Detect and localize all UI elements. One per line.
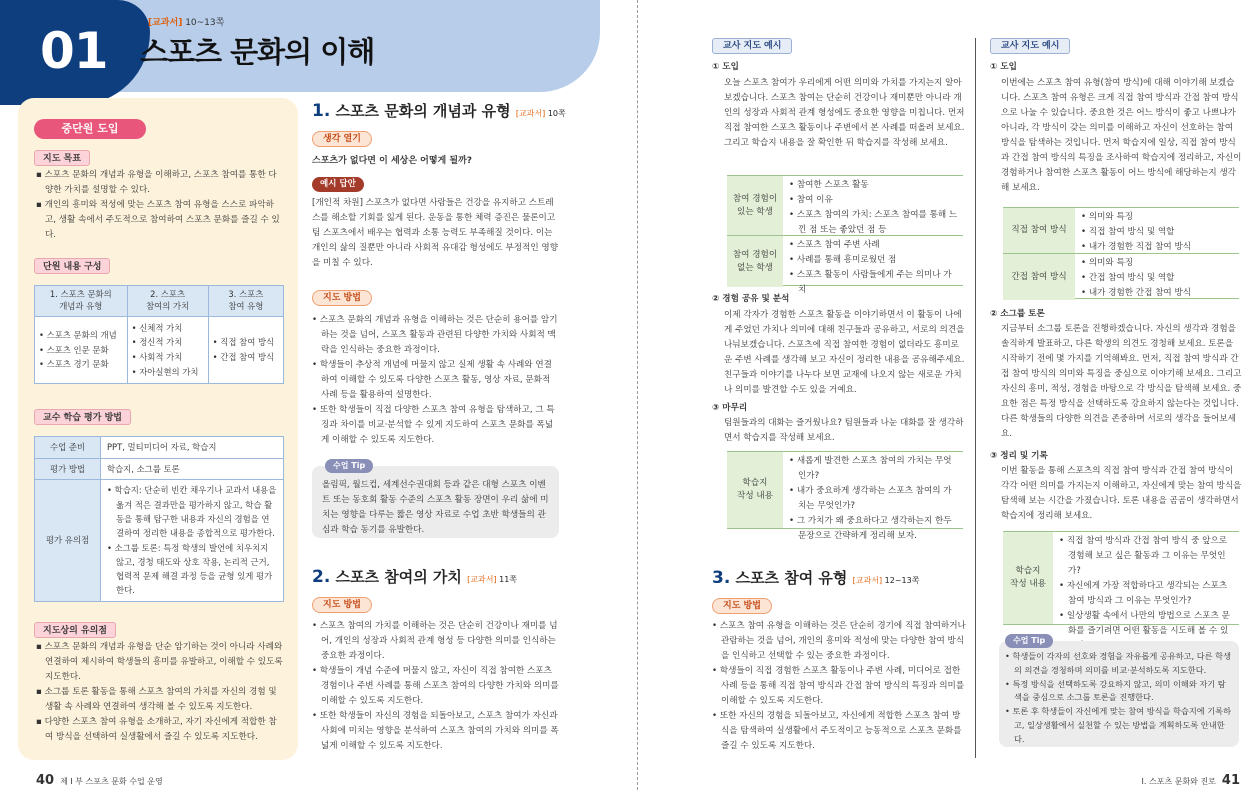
method-grid bbox=[1003, 207, 1239, 299]
tip-pill: 수업 Tip bbox=[1005, 634, 1053, 648]
answer-pill: 예시 답안 bbox=[312, 177, 364, 192]
section-1-heading: 1. 스포츠 문화의 개념과 유형 [교과서] 10쪽 bbox=[312, 101, 566, 121]
list-item: • 스포츠 참여의 가치를 이해하는 것은 단순히 건강이나 재미를 넘어, 개인의 성장과 사회적 관계 형성 등 다양한 의미를 인식하는 중요한 과정이다. bbox=[312, 621, 558, 662]
answer-text: [개인적 차원] 스포츠가 없다면 사람들은 건강을 유지하고 스트레스를 해소할 기회를 잃게 된다. 운동을 통한 체력 증진은 물론이고 팀 스포츠에서 배우는 협력과 소통 능력도 부족해질 것이다. 이는 개인의 삶의 질뿐만 아니라 사회적 유대감 형성에도 부정적인 영향을 미칠 수 있다. bbox=[312, 198, 558, 269]
list-item: ▪ 소그룹 토론 활동을 통해 스포츠 참여의 가치를 자신의 경험 및 생활 속 사례와 연결하여 생각해 볼 수 있도록 지도한다. bbox=[36, 687, 277, 713]
step-text: 지금부터 소그룹 토론을 진행하겠습니다. 자신의 생각과 경험을 솔직하게 발표하고, 다른 학생의 의견도 경청해 보세요. 토론을 시작하기 전에 몇 가지를 기억해봐요. 먼저, 직접 참여 방식과 간접 참여 방식의 의미와 특징을 중심으로 이야기해 보세요. 그리고 자신의 흥미, 적성, 경험을 바탕으로 각 방식을 탐색해 보세요. 중요한 점은 특정 방식을 선택하도록 강요하지 않는다는 것입니다. 다른 학생들의 다양한 의견을 존중하며 서로의 생각을 들어보세요. bbox=[1001, 324, 1242, 440]
step-label: ② 경험 공유 및 분석 bbox=[712, 294, 790, 304]
tip-text: 올림픽, 월드컵, 세계선수권대회 등과 같은 대형 스포츠 이벤트 또는 동호회 활동 수준의 스포츠 활동 장면이 우리 삶에 미치는 영향을 다루는 짧은 영상 자료로 수업 초반 학생들의 관심과 학습 동기를 유발한다. bbox=[322, 480, 549, 536]
unit-header: 2. 스포츠 참여의 가치 bbox=[127, 286, 208, 317]
list-item: • 특정 방식을 선택하도록 강요하지 않고, 의미 이해와 자기 탐색을 중심으로 소그룹 토론을 진행한다. bbox=[1005, 678, 1226, 703]
unit-cell: • 신체적 가치 • 정신적 가치 • 사회적 가치 • 자아실현의 가치 bbox=[127, 316, 208, 384]
eval-key: 수업 준비 bbox=[35, 437, 101, 459]
section-3-heading: 3. 스포츠 참여 유형 [교과서] 12~13쪽 bbox=[712, 568, 920, 588]
grid-row bbox=[1003, 208, 1239, 254]
list-item: ▪ 스포츠 문화의 개념과 유형을 이해하고, 스포츠 참여를 통한 다양한 가치를 설명할 수 있다. bbox=[36, 170, 277, 196]
unit-cell: • 직접 참여 방식 • 간접 참여 방식 bbox=[208, 316, 283, 384]
list-item: • 학생들이 개념 수준에 머물지 않고, 자신이 직접 참여한 스포츠 경험이나 주변 사례를 통해 스포츠 참여의 다양한 가치와 의미를 이해할 수 있도록 지도한다. bbox=[312, 666, 559, 707]
list-item: • 또한 학생들이 직접 다양한 스포츠 참여 유형을 탐색하고, 그 특징과 차이를 비교·분석할 수 있게 지도하여 스포츠 문화를 폭넓게 이해할 수 있도록 지도한다. bbox=[312, 405, 555, 446]
eval-value: 학습지, 소그룹 토론 bbox=[101, 458, 284, 480]
page-fold bbox=[637, 0, 638, 790]
step-label: ③ 마무리 bbox=[712, 403, 748, 413]
eval-key: 평가 방법 bbox=[35, 458, 101, 480]
grid-label: 간접 참여 방식 bbox=[1003, 254, 1075, 300]
list-item: ▪ 스포츠 문화의 개념과 유형을 단순 암기하는 것이 아니라 사례와 연결하여 제시하여 학생들의 흥미를 유발하고, 이해할 수 있도록 지도한다. bbox=[36, 642, 283, 683]
step-label: ② 소그룹 토론 bbox=[990, 309, 1045, 319]
method-pill: 지도 방법 bbox=[712, 598, 772, 614]
grid-row bbox=[727, 176, 963, 236]
goals-label: 지도 목표 bbox=[34, 150, 90, 166]
unit-table bbox=[34, 285, 284, 384]
list-item: • 학생들이 추상적 개념에 머물지 않고 실제 생활 속 사례와 연결하여 이해할 수 있도록 다양한 스포츠 활동, 영상 자료, 문화적 사례 등을 활용하여 설명한다. bbox=[312, 360, 552, 401]
grid-row bbox=[727, 236, 963, 296]
list-item: • 스포츠 참여 유형을 이해하는 것은 단순히 경기에 직접 참여하거나 관람하는 것을 넘어, 개인의 흥미와 적성에 맞는 다양한 참여 방식을 인식하고 선택할 수 있는 중요한 과정이다. bbox=[712, 621, 966, 662]
eval-table bbox=[34, 436, 284, 602]
unit-cell: • 스포츠 문화의 개념 • 스포츠 인문 문화 • 스포츠 경기 문화 bbox=[35, 316, 128, 384]
grid-content: • 스포츠 참여 주변 사례 • 사례를 통해 흥미로웠던 점 • 스포츠 활동이 사람들에게 주는 의미나 가치 bbox=[789, 240, 952, 296]
cautions-list bbox=[36, 640, 284, 745]
footer-left: 40 제 Ⅰ 부 스포츠 문화 수업 운영 bbox=[36, 773, 163, 788]
list-item: ▪ 다양한 스포츠 참여 유형을 소개하고, 자기 자신에게 적합한 참여 방식을 선택하여 실생활에서 즐길 수 있도록 지도한다. bbox=[36, 717, 277, 743]
step-text: 이번 활동을 통해 스포츠의 직접 참여 방식과 간접 참여 방식이 각각 어떤 의미를 가지는지 이해하고, 자신에게 맞는 참여 방식을 탐색해 보는 시간을 가졌습니다. 토론 내용을 곰곰이 생각하면서 학습지에 정리해 보세요. bbox=[1001, 466, 1242, 522]
grid-label: 참여 경험이 없는 학생 bbox=[727, 236, 783, 287]
list-item: • 학생들이 각자의 선호와 경험을 자유롭게 공유하고, 다른 학생의 의견을 경청하며 의미를 비교·분석하도록 지도한다. bbox=[1005, 651, 1231, 675]
list-item: • 토론 후 학생들이 자신에게 맞는 참여 방식을 학습지에 기록하고, 일상생활에서 실천할 수 있는 방법을 계획하도록 안내한다. bbox=[1005, 706, 1231, 744]
grid-label: 학습지 작성 내용 bbox=[727, 452, 783, 528]
unit-header: 1. 스포츠 문화의 개념과 유형 bbox=[35, 286, 128, 317]
student-grid bbox=[727, 175, 963, 296]
step-text: 이번에는 스포츠 참여 유형(참여 방식)에 대해 이야기해 보겠습니다. 스포츠 참여 유형은 크게 직접 참여 방식과 간접 참여 방식으로 나눌 수 있습니다. 중요한 것은 어느 방식이 좋고 나쁘냐가 아니라, 각 방식이 갖는 의미를 이해하고 자신이 선호하는 참여 방식을 탐색하는 것입니다. 먼저 학습지에 일상, 직접 참여 방식과 간접 참여 방식의 특징을 조사하여 학습지에 정리하고, 자신이 경험하거나 참여한 스포츠 활동이 어느 방식에 해당하는지 생각해 보세요. bbox=[1001, 78, 1242, 194]
method-list bbox=[312, 619, 560, 754]
think-pill: 생각 열기 bbox=[312, 131, 372, 147]
method-pill: 지도 방법 bbox=[312, 597, 372, 613]
step-label: ① 도입 bbox=[990, 62, 1017, 72]
grid-label: 직접 참여 방식 bbox=[1003, 208, 1075, 253]
method-list bbox=[712, 619, 966, 754]
grid-label: 참여 경험이 있는 학생 bbox=[727, 176, 783, 235]
eval-label: 교수 학습 평가 방법 bbox=[34, 409, 131, 425]
eval-key: 평가 유의점 bbox=[35, 480, 101, 601]
worksheet-box bbox=[727, 451, 963, 542]
column-divider bbox=[975, 38, 976, 758]
units-label: 단원 내용 구성 bbox=[34, 258, 110, 274]
textbook-ref: [교과서] 10~13쪽 bbox=[148, 18, 225, 28]
list-item: • 또한 학생들이 자신의 경험을 되돌아보고, 스포츠 참여가 자신과 사회에 미치는 영향을 분석하여 스포츠 참여의 가치와 의미를 폭넓게 이해할 수 있도록 지도한다. bbox=[312, 711, 559, 752]
grid-content: • 새롭게 발견한 스포츠 참여의 가치는 무엇인가? • 내가 중요하게 생각하는 스포츠 참여의 가치는 무엇인가? • 그 가치가 왜 중요하다고 생각하는지 한두 문장으로 간략하게 정리해 보자. bbox=[789, 456, 952, 542]
grid-content: • 의미와 특징 • 직접 참여 방식 및 역할 • 내가 경험한 직접 참여 방식 bbox=[1081, 212, 1192, 253]
footer-right: Ⅰ. 스포츠 문화와 진로 41 bbox=[1141, 773, 1240, 788]
list-item: ▪ 개인의 흥미와 적성에 맞는 스포츠 참여 유형을 스스로 파악하고, 생활 속에서 주도적으로 참여하여 스포츠 문화를 즐길 수 있다. bbox=[36, 200, 280, 241]
step-text: 팀원들과의 대화는 즐거웠나요? 팀원들과 나눈 대화를 잘 생각하면서 학습지를 작성해 보세요. bbox=[724, 418, 964, 444]
question: 스포츠가 없다면 이 세상은 어떻게 될까? bbox=[312, 156, 472, 166]
grid-content: • 참여한 스포츠 활동 • 참여 이유 • 스포츠 참여의 가치: 스포츠 참여를 통해 느낀 점 또는 좋았던 점 등 bbox=[789, 180, 958, 236]
method-pill: 지도 방법 bbox=[312, 290, 372, 306]
teacher-example-pill: 교사 지도 예시 bbox=[990, 38, 1070, 54]
list-item: • 또한 자신의 경험을 되돌아보고, 자신에게 적합한 스포츠 참여 방식을 탐색하여 실생활에서 주도적이고 능동적으로 스포츠 문화를 즐길 수 있도록 지도한다. bbox=[712, 711, 962, 752]
tip-box bbox=[999, 641, 1239, 747]
method-list bbox=[312, 313, 560, 448]
step-label: ① 도입 bbox=[712, 62, 739, 72]
list-item: • 스포츠 문화의 개념과 유형을 이해하는 것은 단순히 용어를 암기하는 것을 넘어, 스포츠 활동과 관련된 다양한 가치와 사회적 맥락을 인식하는 중요한 과정이다. bbox=[312, 315, 558, 356]
left-page bbox=[0, 0, 629, 790]
teacher-example-pill: 교사 지도 예시 bbox=[712, 38, 792, 54]
chapter-number: 01 bbox=[40, 22, 108, 80]
goals-list bbox=[36, 168, 282, 243]
list-item: • 학생들이 직접 경험한 스포츠 활동이나 주변 사례, 미디어로 접한 사례 등을 통해 직접 참여 방식과 간접 참여 방식의 특징과 의미를 이해할 수 있도록 지도한다. bbox=[712, 666, 965, 707]
step-text: 오늘 스포츠 참여가 우리에게 어떤 의미와 가치를 가지는지 알아보겠습니다. 스포츠 참여는 단순히 건강이나 재미뿐만 아니라 개인의 성장과 사회적 관계 형성에도 중요한 영향을 미칩니다. 먼저 직접 참여한 스포츠 활동이나 주변에서 본 사례를 떠올려 보세요. 그리고 학습지 내용을 잘 확인한 뒤 학습지를 작성해 보세요. bbox=[724, 78, 965, 149]
grid-content: • 직접 참여 방식과 간접 참여 방식 중 앞으로 경험해 보고 싶은 활동과 그 이유는 무엇인가? • 자신에게 가장 적합하다고 생각되는 스포츠 참여 방식과 그 이유는 무엇인가? • 일상생활 속에서 나만의 방법으로 스포츠 문화를 즐기려면 어떤 활동을 시도해 볼 수 있 bbox=[1059, 536, 1230, 637]
section-2-heading: 2. 스포츠 참여의 가치 [교과서] 11쪽 bbox=[312, 567, 518, 587]
eval-value: PPT, 멀티미디어 자료, 학습지 bbox=[101, 437, 284, 459]
cautions-label: 지도상의 유의점 bbox=[34, 622, 116, 638]
worksheet-box bbox=[1003, 531, 1239, 637]
grid-row bbox=[1003, 254, 1239, 300]
grid-content: • 의미와 특징 • 간접 참여 방식 및 역할 • 내가 경험한 간접 참여 방식 bbox=[1081, 258, 1192, 299]
tip-pill: 수업 Tip bbox=[325, 459, 373, 473]
page-title: 스포츠 문화의 이해 bbox=[140, 35, 375, 69]
step-text: 이제 각자가 경험한 스포츠 활동을 이야기하면서 이 활동이 나에게 주었던 가치나 의미에 대해 친구들과 공유하고, 서로의 의견을 나눠보겠습니다. 스포츠에 직접 참여한 경험이 없더라도 흥미로운 주변 사례를 생각해 보고 자신이 정리한 내용을 공유해주세요. 친구들과 이야기를 나누다 보면 교재에 나오지 않는 새로운 가치나 의미를 발견할 수도 있을 거예요. bbox=[724, 310, 965, 396]
eval-notes: • 학습지: 단순히 빈칸 채우기나 교과서 내용을 옮겨 적은 결과만을 평가하지 않고, 학습 활동을 통해 탐구한 내용과 자신의 경험을 연결하여 정리한 내용을 종합적으로 평가한다. • 소그룹 토론: 특정 학생의 발언에 치우치지 않고, 경청 태도와 상호 작용, 논리적 근거, 협력적 문제 해결 과정 등을 균형 있게 평가한다. bbox=[101, 480, 284, 601]
tip-box bbox=[312, 466, 559, 538]
step-label: ③ 정리 및 기록 bbox=[990, 451, 1048, 461]
intro-pill: 중단원 도입 bbox=[34, 119, 146, 139]
unit-header: 3. 스포츠 참여 유형 bbox=[208, 286, 283, 317]
grid-label: 학습지 작성 내용 bbox=[1003, 532, 1053, 624]
